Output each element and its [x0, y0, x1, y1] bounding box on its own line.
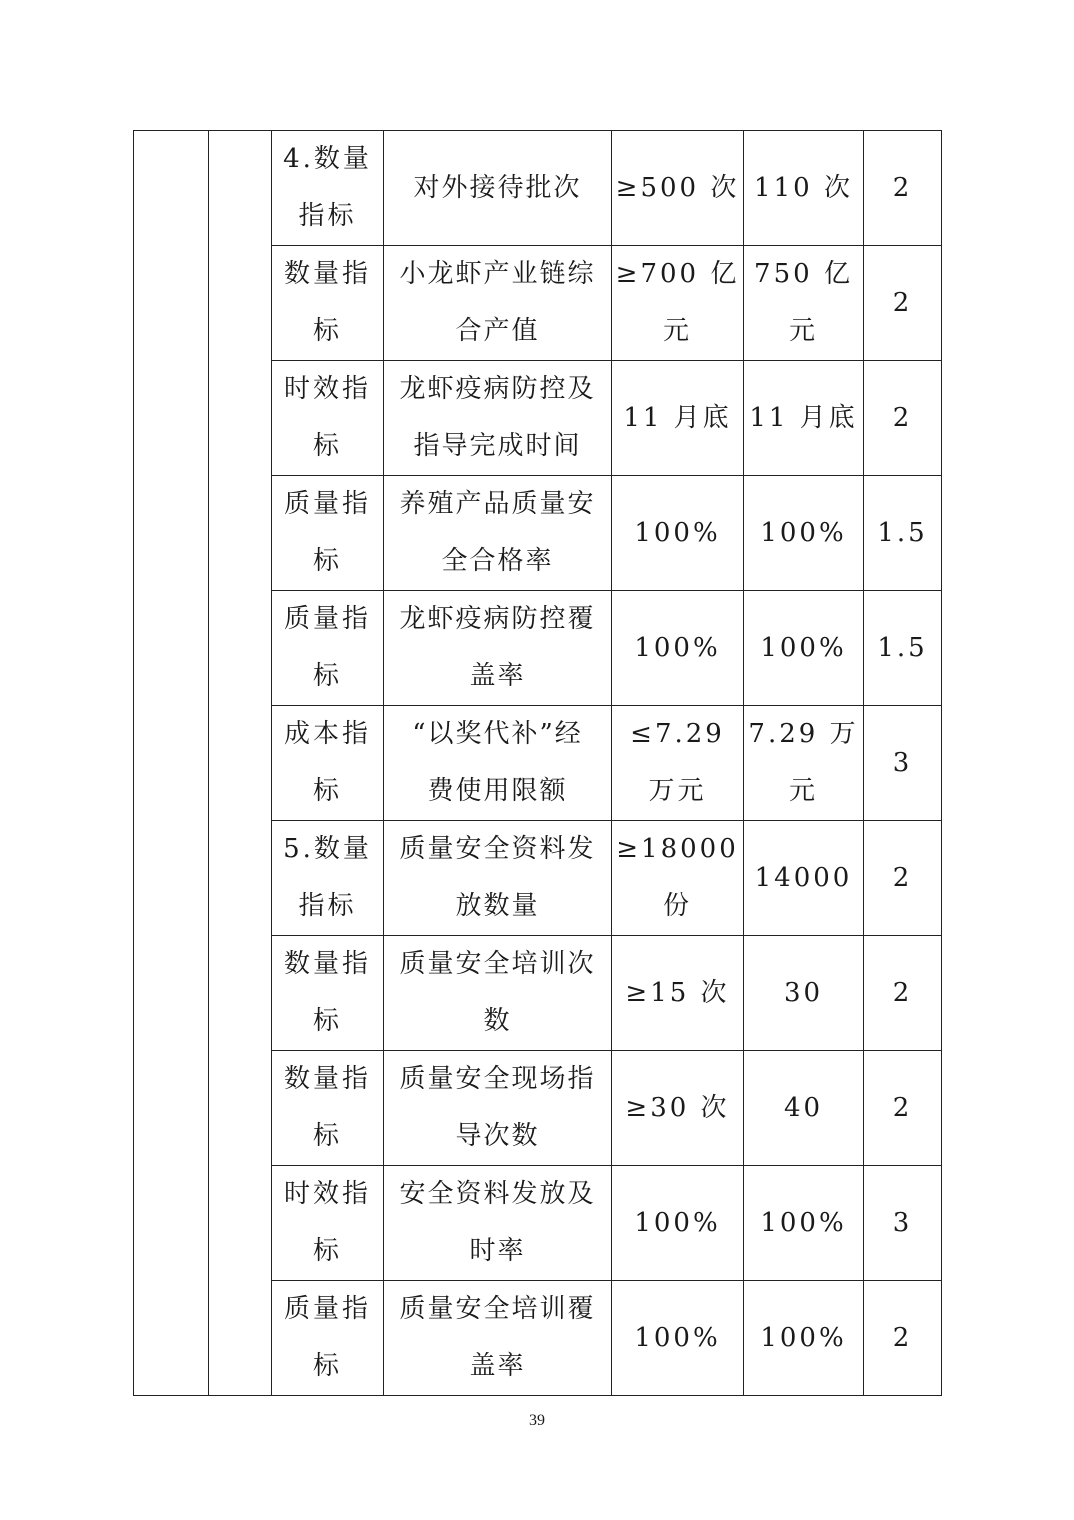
- indicator-name-cell: 安全资料发放及 时率: [384, 1166, 612, 1281]
- target-value-cell: ≥30 次: [612, 1051, 744, 1166]
- target-value-cell: ≥15 次: [612, 936, 744, 1051]
- indicator-type-cell: 质量指 标: [272, 476, 384, 591]
- actual-value-cell: 100%: [744, 476, 864, 591]
- target-value-cell: 100%: [612, 591, 744, 706]
- actual-value-cell: 11 月底: [744, 361, 864, 476]
- indicator-name-cell: 质量安全资料发 放数量: [384, 821, 612, 936]
- target-value-cell: ≥700 亿 元: [612, 246, 744, 361]
- indicator-type-cell: 数量指 标: [272, 1051, 384, 1166]
- performance-indicator-table: [133, 130, 942, 1396]
- score-cell: 3: [864, 1166, 942, 1281]
- score-cell: 2: [864, 361, 942, 476]
- indicator-type-cell: 时效指 标: [272, 1166, 384, 1281]
- target-value-cell: ≤7.29 万元: [612, 706, 744, 821]
- indicator-type-cell: 5.数量 指标: [272, 821, 384, 936]
- indicator-name-cell: 龙虾疫病防控及 指导完成时间: [384, 361, 612, 476]
- target-value-cell: 100%: [612, 476, 744, 591]
- score-cell: 2: [864, 821, 942, 936]
- actual-value-cell: 7.29 万 元: [744, 706, 864, 821]
- indicator-name-cell: 对外接待批次: [384, 131, 612, 246]
- actual-value-cell: 40: [744, 1051, 864, 1166]
- score-cell: 3: [864, 706, 942, 821]
- indicator-type-cell: 数量指 标: [272, 246, 384, 361]
- target-value-cell: 11 月底: [612, 361, 744, 476]
- actual-value-cell: 30: [744, 936, 864, 1051]
- indicator-type-cell: 质量指 标: [272, 1281, 384, 1396]
- indicator-type-cell: 4.数量 指标: [272, 131, 384, 246]
- indicator-type-cell: 时效指 标: [272, 361, 384, 476]
- indicator-type-cell: 成本指 标: [272, 706, 384, 821]
- indicator-type-cell: 数量指 标: [272, 936, 384, 1051]
- page-number: 39: [529, 1412, 545, 1429]
- table-row: [134, 131, 942, 246]
- score-cell: 2: [864, 1051, 942, 1166]
- score-cell: 2: [864, 131, 942, 246]
- score-cell: 2: [864, 1281, 942, 1396]
- indicator-name-cell: 质量安全培训覆 盖率: [384, 1281, 612, 1396]
- score-cell: 2: [864, 246, 942, 361]
- actual-value-cell: 100%: [744, 591, 864, 706]
- indicator-name-cell: 龙虾疫病防控覆 盖率: [384, 591, 612, 706]
- score-cell: 1.5: [864, 591, 942, 706]
- indicator-name-cell: “以奖代补”经 费使用限额: [384, 706, 612, 821]
- actual-value-cell: 100%: [744, 1166, 864, 1281]
- target-value-cell: 100%: [612, 1166, 744, 1281]
- indicator-name-cell: 养殖产品质量安 全合格率: [384, 476, 612, 591]
- level2-category-cell: [209, 131, 272, 1396]
- indicator-name-cell: 小龙虾产业链综 合产值: [384, 246, 612, 361]
- table-body: [134, 131, 942, 1396]
- actual-value-cell: 100%: [744, 1281, 864, 1396]
- target-value-cell: ≥18000 份: [612, 821, 744, 936]
- actual-value-cell: 14000: [744, 821, 864, 936]
- target-value-cell: 100%: [612, 1281, 744, 1396]
- score-cell: 2: [864, 936, 942, 1051]
- score-cell: 1.5: [864, 476, 942, 591]
- indicator-type-cell: 质量指 标: [272, 591, 384, 706]
- actual-value-cell: 750 亿 元: [744, 246, 864, 361]
- actual-value-cell: 110 次: [744, 131, 864, 246]
- target-value-cell: ≥500 次: [612, 131, 744, 246]
- indicator-name-cell: 质量安全培训次 数: [384, 936, 612, 1051]
- level1-category-cell: [134, 131, 209, 1396]
- indicator-name-cell: 质量安全现场指 导次数: [384, 1051, 612, 1166]
